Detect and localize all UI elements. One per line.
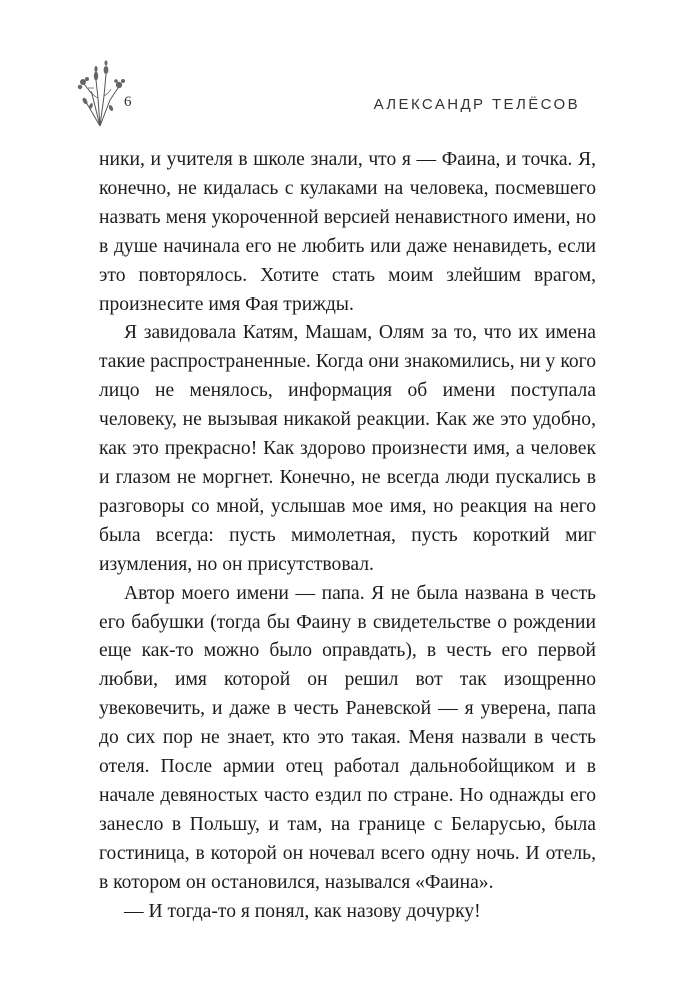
wildflower-bouquet-icon: [74, 58, 130, 128]
running-head-author: АЛЕКСАНДР ТЕЛЁСОВ: [373, 96, 580, 113]
page-header: [0, 0, 684, 140]
paragraph: Я завидовала Катям, Машам, Олям за то, что их имена такие распространенные. Когда они знакомились, ни у кого лицо не менялось, информация об имени поступала человеку, не вызывая никакой реакции. Как же это удобно, как это прекрасно! Как здорово произнести имя, а человек и глазом не моргнет. Конечно, не всегда люди пускались в разговоры со мной, услышав мое имя, но реакция на него была всегда: пусть мимолетная, пусть короткий миг изумления, но он присутствовал.: [99, 322, 596, 575]
paragraph: Автор моего имени — папа. Я не была названа в честь его бабушки (тогда бы Фаину в свидетельстве о рождении еще как-то можно было оправдать), в честь его первой любви, имя которой он решил вот так изощренно увековечить, и даже в честь Раневской — я уверена, папа до сих пор не знает, кто это такая. Меня назвали в честь отеля. После армии отец работал дальнобойщиком и в начале девяностых часто ездил по стране. Но однажды его занесло в Польшу, и там, на границе с Беларусью, была гостиница, в которой он ночевал всего одну ночь. И отель, в котором он остановился, назывался «Фаина».: [99, 582, 596, 893]
dialogue-line: — И тогда-то я понял, как назову дочурку!: [124, 900, 481, 922]
body-text: [99, 146, 596, 926]
page-number: 6: [124, 94, 132, 110]
paragraph: ники, и учителя в школе знали, что я — Фаина, и точка. Я, конечно, не кидалась с кулаками на человека, посмевшего назвать меня укороченной версией ненавистного имени, но в душе начинала его не любить или даже ненавидеть, если это повторялось. Хотите стать моим злейшим врагом, произнесите имя Фая трижды.: [99, 149, 596, 315]
